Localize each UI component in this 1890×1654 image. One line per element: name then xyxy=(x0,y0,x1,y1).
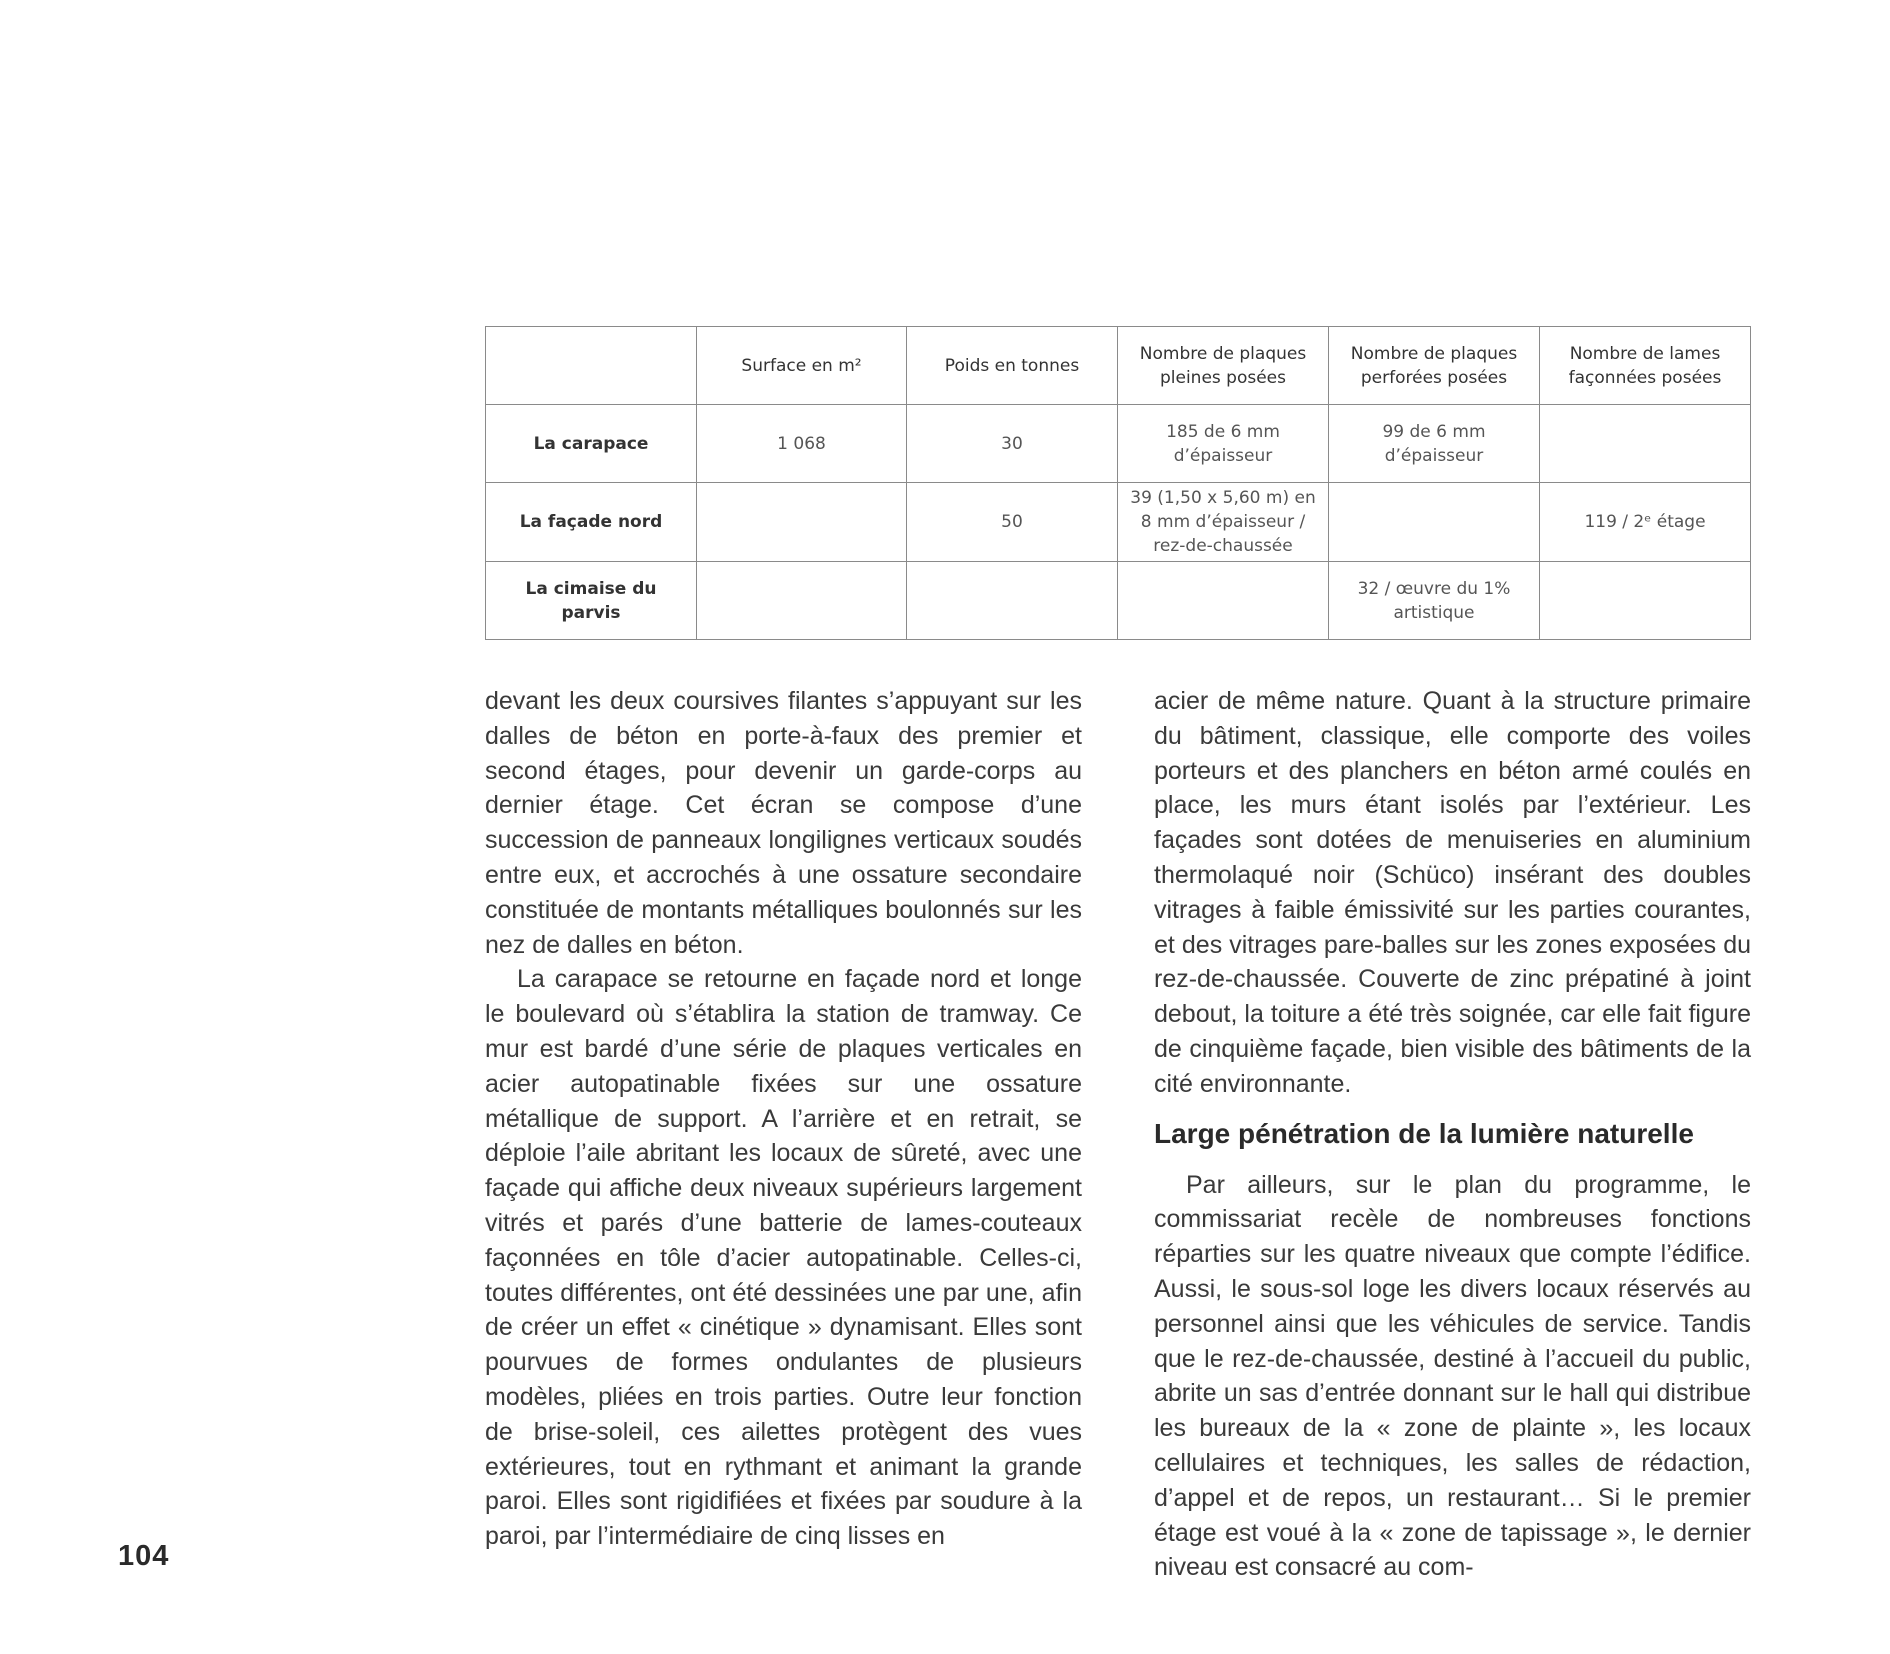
data-table xyxy=(485,326,1751,640)
table-header-cell xyxy=(486,327,697,405)
table-header-cell: Nombre de lames façonnées posées xyxy=(1540,327,1751,405)
paragraph: devant les deux coursives filantes s’appuyant sur les dalles de béton en porte-à-faux des premier et second étages, pour devenir un garde-corps au dernier étage. Cet écran se compose d’une succession de panneaux longilignes verticaux soudés entre eux, et accrochés à une ossature secondaire constituée de montants métalliques boulonnés sur les nez de dalles en béton. xyxy=(485,687,1082,959)
table-cell: 99 de 6 mm d’épaisseur xyxy=(1329,405,1540,483)
table-cell xyxy=(1540,562,1751,640)
table-row xyxy=(486,483,1751,562)
table-cell: 32 / œuvre du 1% artistique xyxy=(1329,562,1540,640)
table-cell xyxy=(697,562,907,640)
table-header-cell: Nombre de plaques perforées posées xyxy=(1329,327,1540,405)
paragraph: acier de même nature. Quant à la structure primaire du bâtiment, classique, elle comporte des voiles porteurs et des planchers en béton armé coulés en place, les murs étant isolés par l’extérieur. Les façades sont dotées de menuiseries en aluminium thermolaqué noir (Schüco) insérant des doubles vitrages à faible émissivité sur les parties courantes, et des vitrages pare-balles sur les zones exposées du rez-de-chaussée. Couverte de zinc prépatiné à joint debout, la toiture a été très soignée, car elle fait figure de cinquième façade, bien visible des bâtiments de la cité environnante. xyxy=(1154,687,1751,1098)
table-cell: 30 xyxy=(907,405,1118,483)
table-header-cell: Poids en tonnes xyxy=(907,327,1118,405)
table-cell: 119 / 2ᵉ étage xyxy=(1540,483,1751,562)
row-label: La cimaise du parvis xyxy=(486,562,697,640)
text-column-right xyxy=(1154,684,1751,1585)
table-cell xyxy=(1540,405,1751,483)
table-cell xyxy=(697,483,907,562)
paragraph: Par ailleurs, sur le plan du programme, le commissariat recèle de nombreuses fonctions réparties sur les quatre niveaux que compte l’édifice. Aussi, le sous-sol loge les divers locaux réservés au personnel ainsi que les véhicules de service. Tandis que le rez-de-chaussée, destiné à l’accueil du public, abrite un sas d’entrée donnant sur le hall qui distribue les bureaux de la « zone de plainte », les locaux cellulaires et techniques, les salles de rédaction, d’appel et de repos, un restaurant… Si le premier étage est voué à la « zone de tapissage », le dernier niveau est consacré au com- xyxy=(1154,1170,1751,1582)
table-row xyxy=(486,405,1751,483)
row-label: La carapace xyxy=(486,405,697,483)
text-column-left xyxy=(485,684,1082,1554)
row-label: La façade nord xyxy=(486,483,697,562)
table-header-cell: Surface en m² xyxy=(697,327,907,405)
section-heading: Large pénétration de la lumière naturelle xyxy=(1154,1117,1694,1149)
paragraph: La carapace se retourne en façade nord et longe le boulevard où s’établira la station de tramway. Ce mur est bardé d’une série de plaques verticales en acier autopatinable fixées sur une ossature métallique de support. A l’arrière et en retrait, se déploie l’aile abritant les locaux de sûreté, avec une façade qui affiche deux niveaux supérieurs largement vitrés et parés d’une batterie de lames-couteaux façonnées en tôle d’acier autopatinable. Celles-ci, toutes différentes, ont été dessinées une par une, afin de créer un effet « cinétique » dynamisant. Elles sont pourvues de formes ondulantes de plusieurs modèles, pliées en trois parties. Outre leur fonction de brise-soleil, ces ailettes protègent des vues extérieures, tout en rythmant et animant la grande paroi. Elles sont rigidifiées et fixées par soudure à la paroi, par l’intermédiaire de cinq lisses en xyxy=(485,965,1082,1551)
table-cell xyxy=(1118,562,1329,640)
table-cell: 1 068 xyxy=(697,405,907,483)
page-number: 104 xyxy=(118,1540,170,1572)
table-row xyxy=(486,562,1751,640)
table-cell xyxy=(1329,483,1540,562)
table-cell: 185 de 6 mm d’épaisseur xyxy=(1118,405,1329,483)
table-cell xyxy=(907,562,1118,640)
table-header-cell: Nombre de plaques pleines posées xyxy=(1118,327,1329,405)
table-header-row xyxy=(486,327,1751,405)
table-cell: 50 xyxy=(907,483,1118,562)
table-cell: 39 (1,50 x 5,60 m) en 8 mm d’épaisseur / rez-de-chaussée xyxy=(1118,483,1329,562)
